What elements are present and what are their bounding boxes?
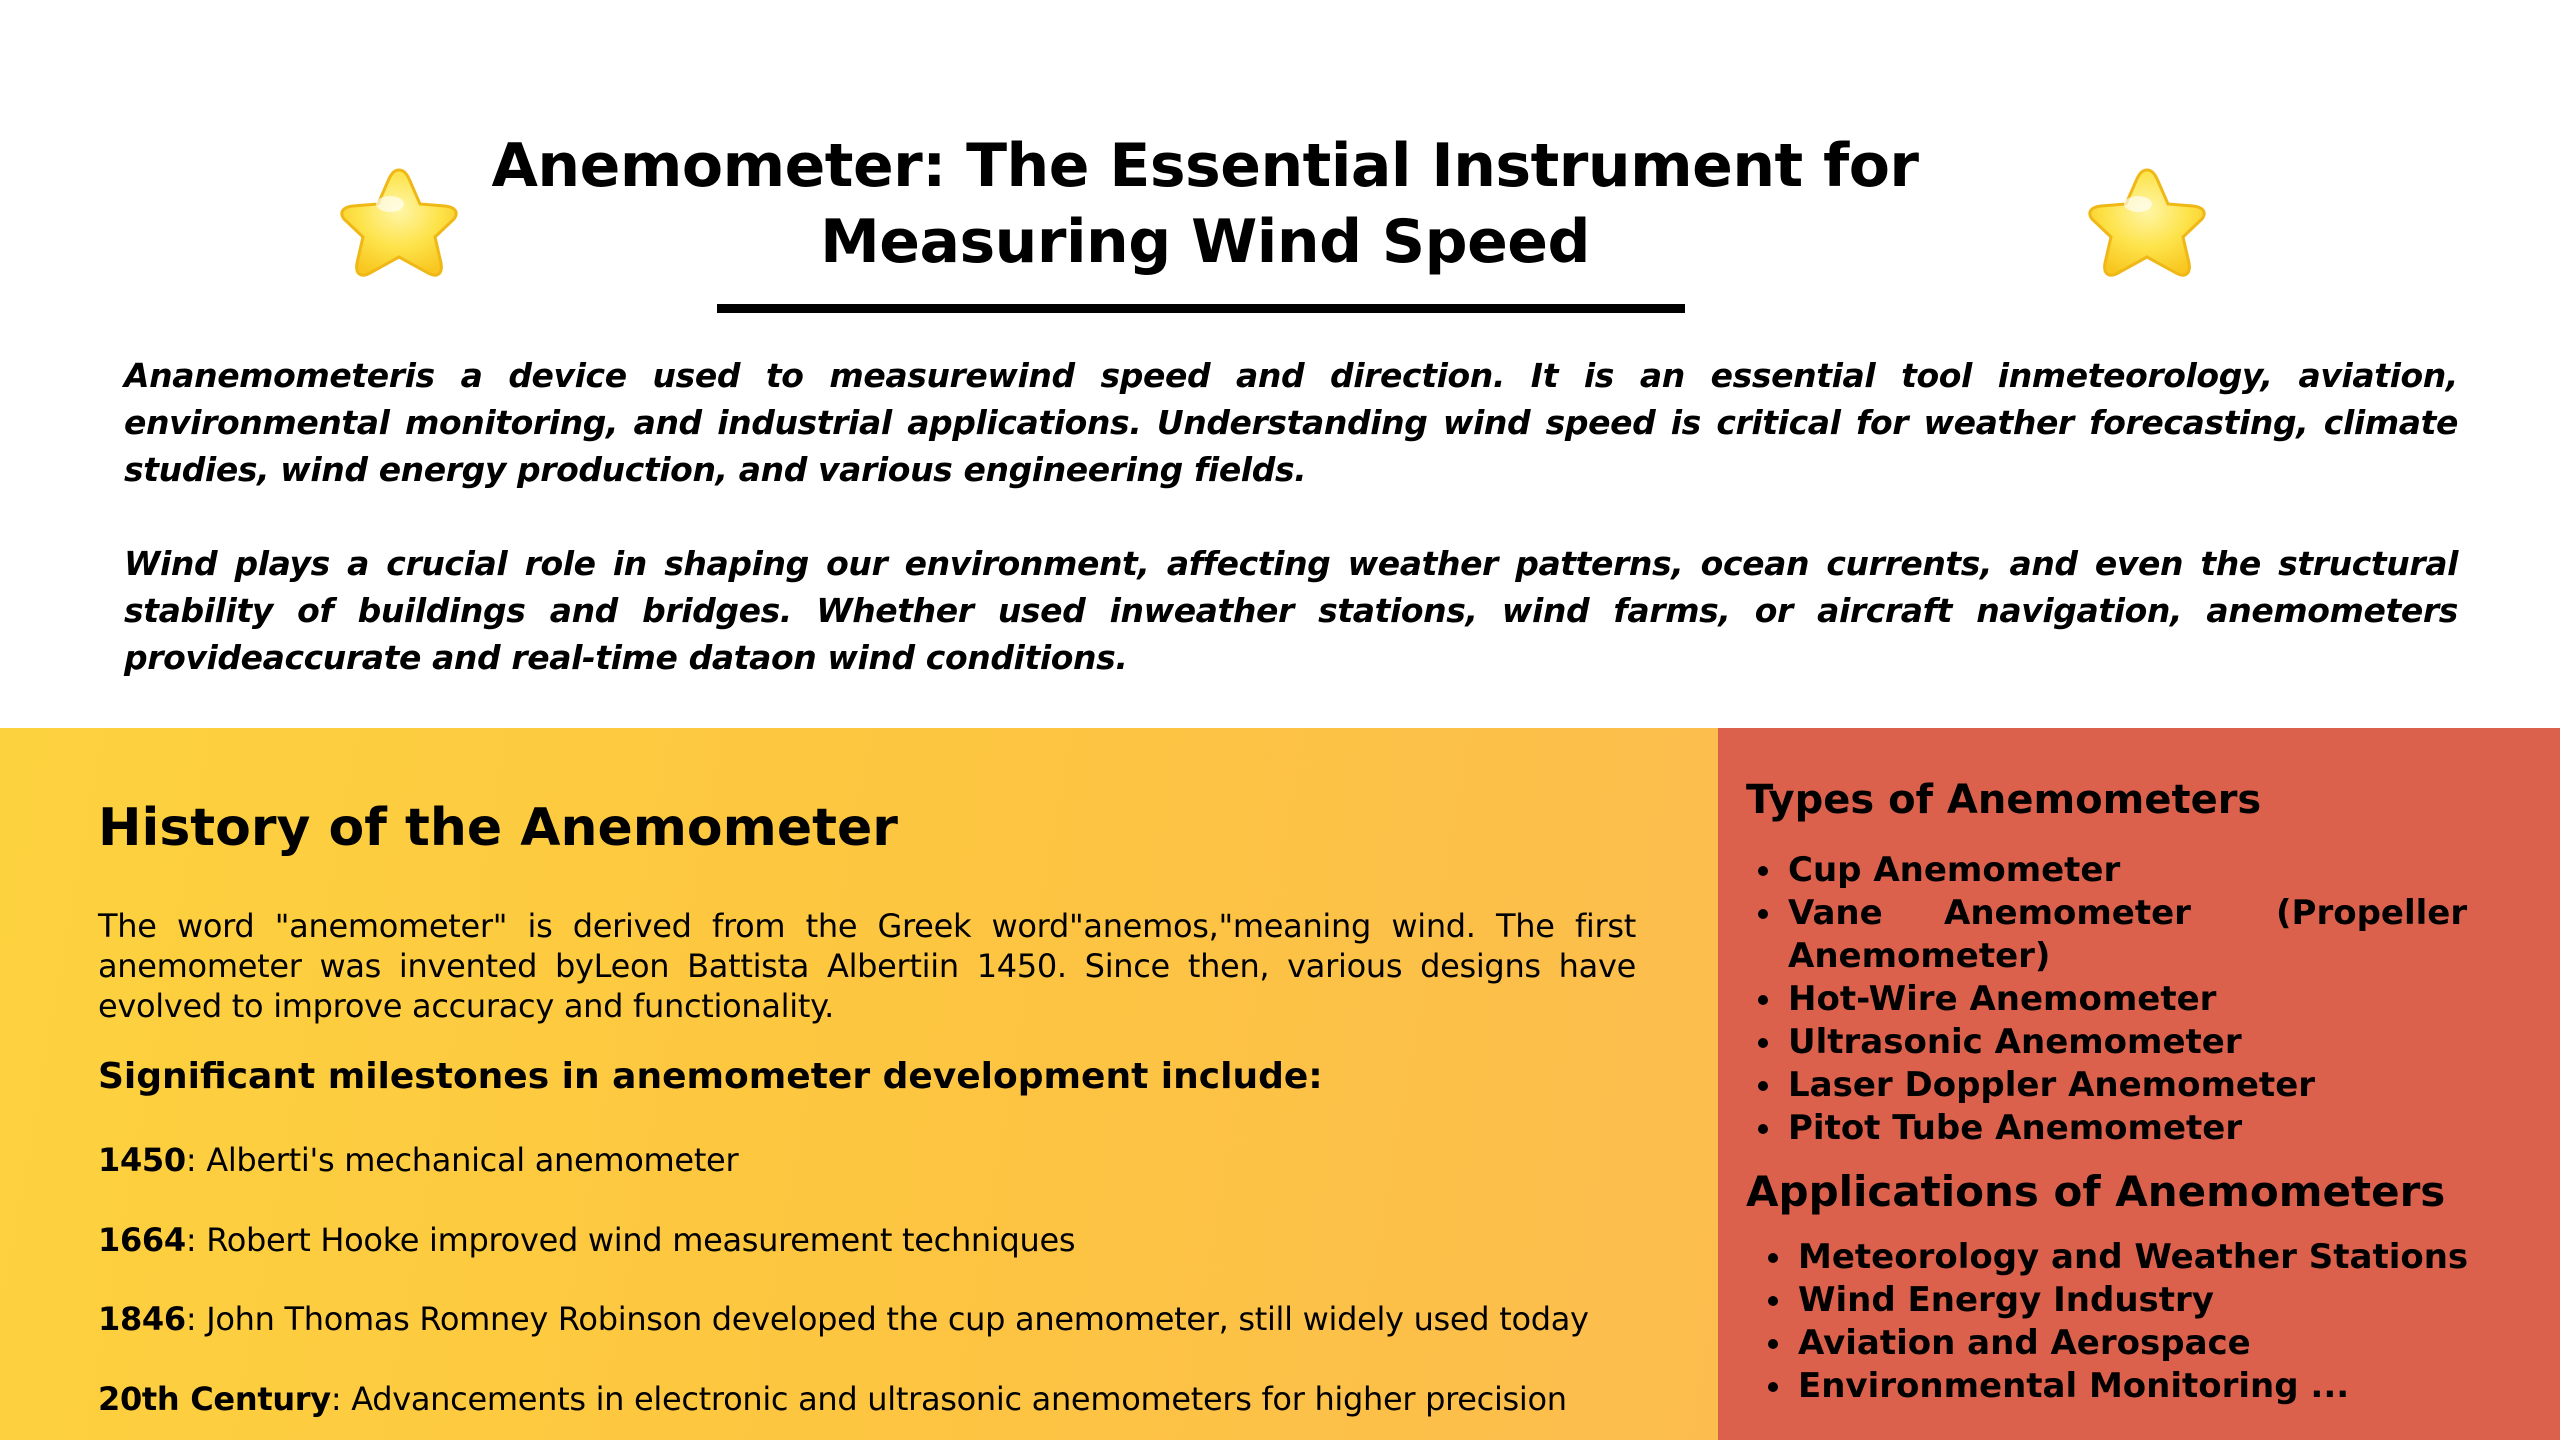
intro-section <box>124 352 2458 681</box>
intro-paragraph: Wind plays a crucial role in shaping our environment, affecting weather patterns, ocean currents, and even the structural stability of buildings and bridges. Whether used inweather stations, wind farms, or aircraft navigation, anemometers provideaccurate and real-time dataon wind conditions. <box>124 544 2458 677</box>
list-item-part: Anemometer) <box>1788 936 2051 976</box>
page-title <box>440 128 1970 280</box>
milestone-item <box>98 1297 1589 1341</box>
intro-paragraph: Ananemometeris a device used to measurewind speed and direction. It is an essential tool inmeteorology, aviation, environmental monitoring, and industrial applications. Understanding wind speed is critical for weather forecasting, climate studies, wind energy production, and various engineering fields. <box>124 356 2458 489</box>
milestone-item <box>98 1138 738 1182</box>
list-item: Environmental Monitoring ... <box>1762 1365 2522 1408</box>
list-item: Cup Anemometer <box>1752 849 2504 892</box>
milestone-year: 20th Century <box>98 1380 331 1418</box>
list-item-part: Vane <box>1788 893 1883 933</box>
page-title-line-2: Measuring Wind Speed <box>820 207 1590 277</box>
list-item: Ultrasonic Anemometer <box>1752 1021 2504 1064</box>
milestone-item <box>98 1377 1567 1421</box>
milestone-item <box>98 1218 1075 1262</box>
list-item: Hot-Wire Anemometer <box>1752 978 2504 1021</box>
milestone-year: 1664 <box>98 1221 186 1259</box>
list-item-part: Anemometer <box>1944 893 2191 933</box>
milestone-text: : Alberti's mechanical anemometer <box>185 1141 739 1179</box>
history-paragraph: The word "anemometer" is derived from the Greek word"anemos,"meaning wind. The first anemometer was invented byLeon Battista Albertiin 1450. Since then, various designs have evolved to improve accuracy and functionality. <box>98 907 1636 1025</box>
applications-heading: Applications of Anemometers <box>1746 1167 2446 1216</box>
milestones-heading: Significant milestones in anemometer development include: <box>98 1056 1323 1097</box>
milestone-text: : Robert Hooke improved wind measurement techniques <box>185 1221 1076 1259</box>
page-title-line-1: Anemometer: The Essential Instrument for <box>491 131 1919 201</box>
types-heading: Types of Anemometers <box>1746 777 2262 823</box>
list-item: Aviation and Aerospace <box>1762 1322 2522 1365</box>
title-underline <box>717 304 1685 313</box>
list-item: Wind Energy Industry <box>1762 1279 2522 1322</box>
star-icon <box>2080 164 2214 290</box>
milestone-year: 1450 <box>98 1141 186 1179</box>
list-item: Laser Doppler Anemometer <box>1752 1064 2504 1107</box>
types-list <box>1752 849 2504 1150</box>
milestone-year: 1846 <box>98 1300 186 1338</box>
milestone-text: : John Thomas Romney Robinson developed the cup anemometer, still widely used today <box>185 1300 1589 1338</box>
history-heading: History of the Anemometer <box>98 798 898 858</box>
list-item: Pitot Tube Anemometer <box>1752 1107 2504 1150</box>
list-item-part: (Propeller <box>2276 893 2468 933</box>
milestone-text: : Advancements in electronic and ultrasonic anemometers for higher precision <box>330 1380 1567 1418</box>
applications-list <box>1762 1236 2522 1408</box>
list-item: Meteorology and Weather Stations <box>1762 1236 2522 1279</box>
list-item <box>1752 892 2504 978</box>
